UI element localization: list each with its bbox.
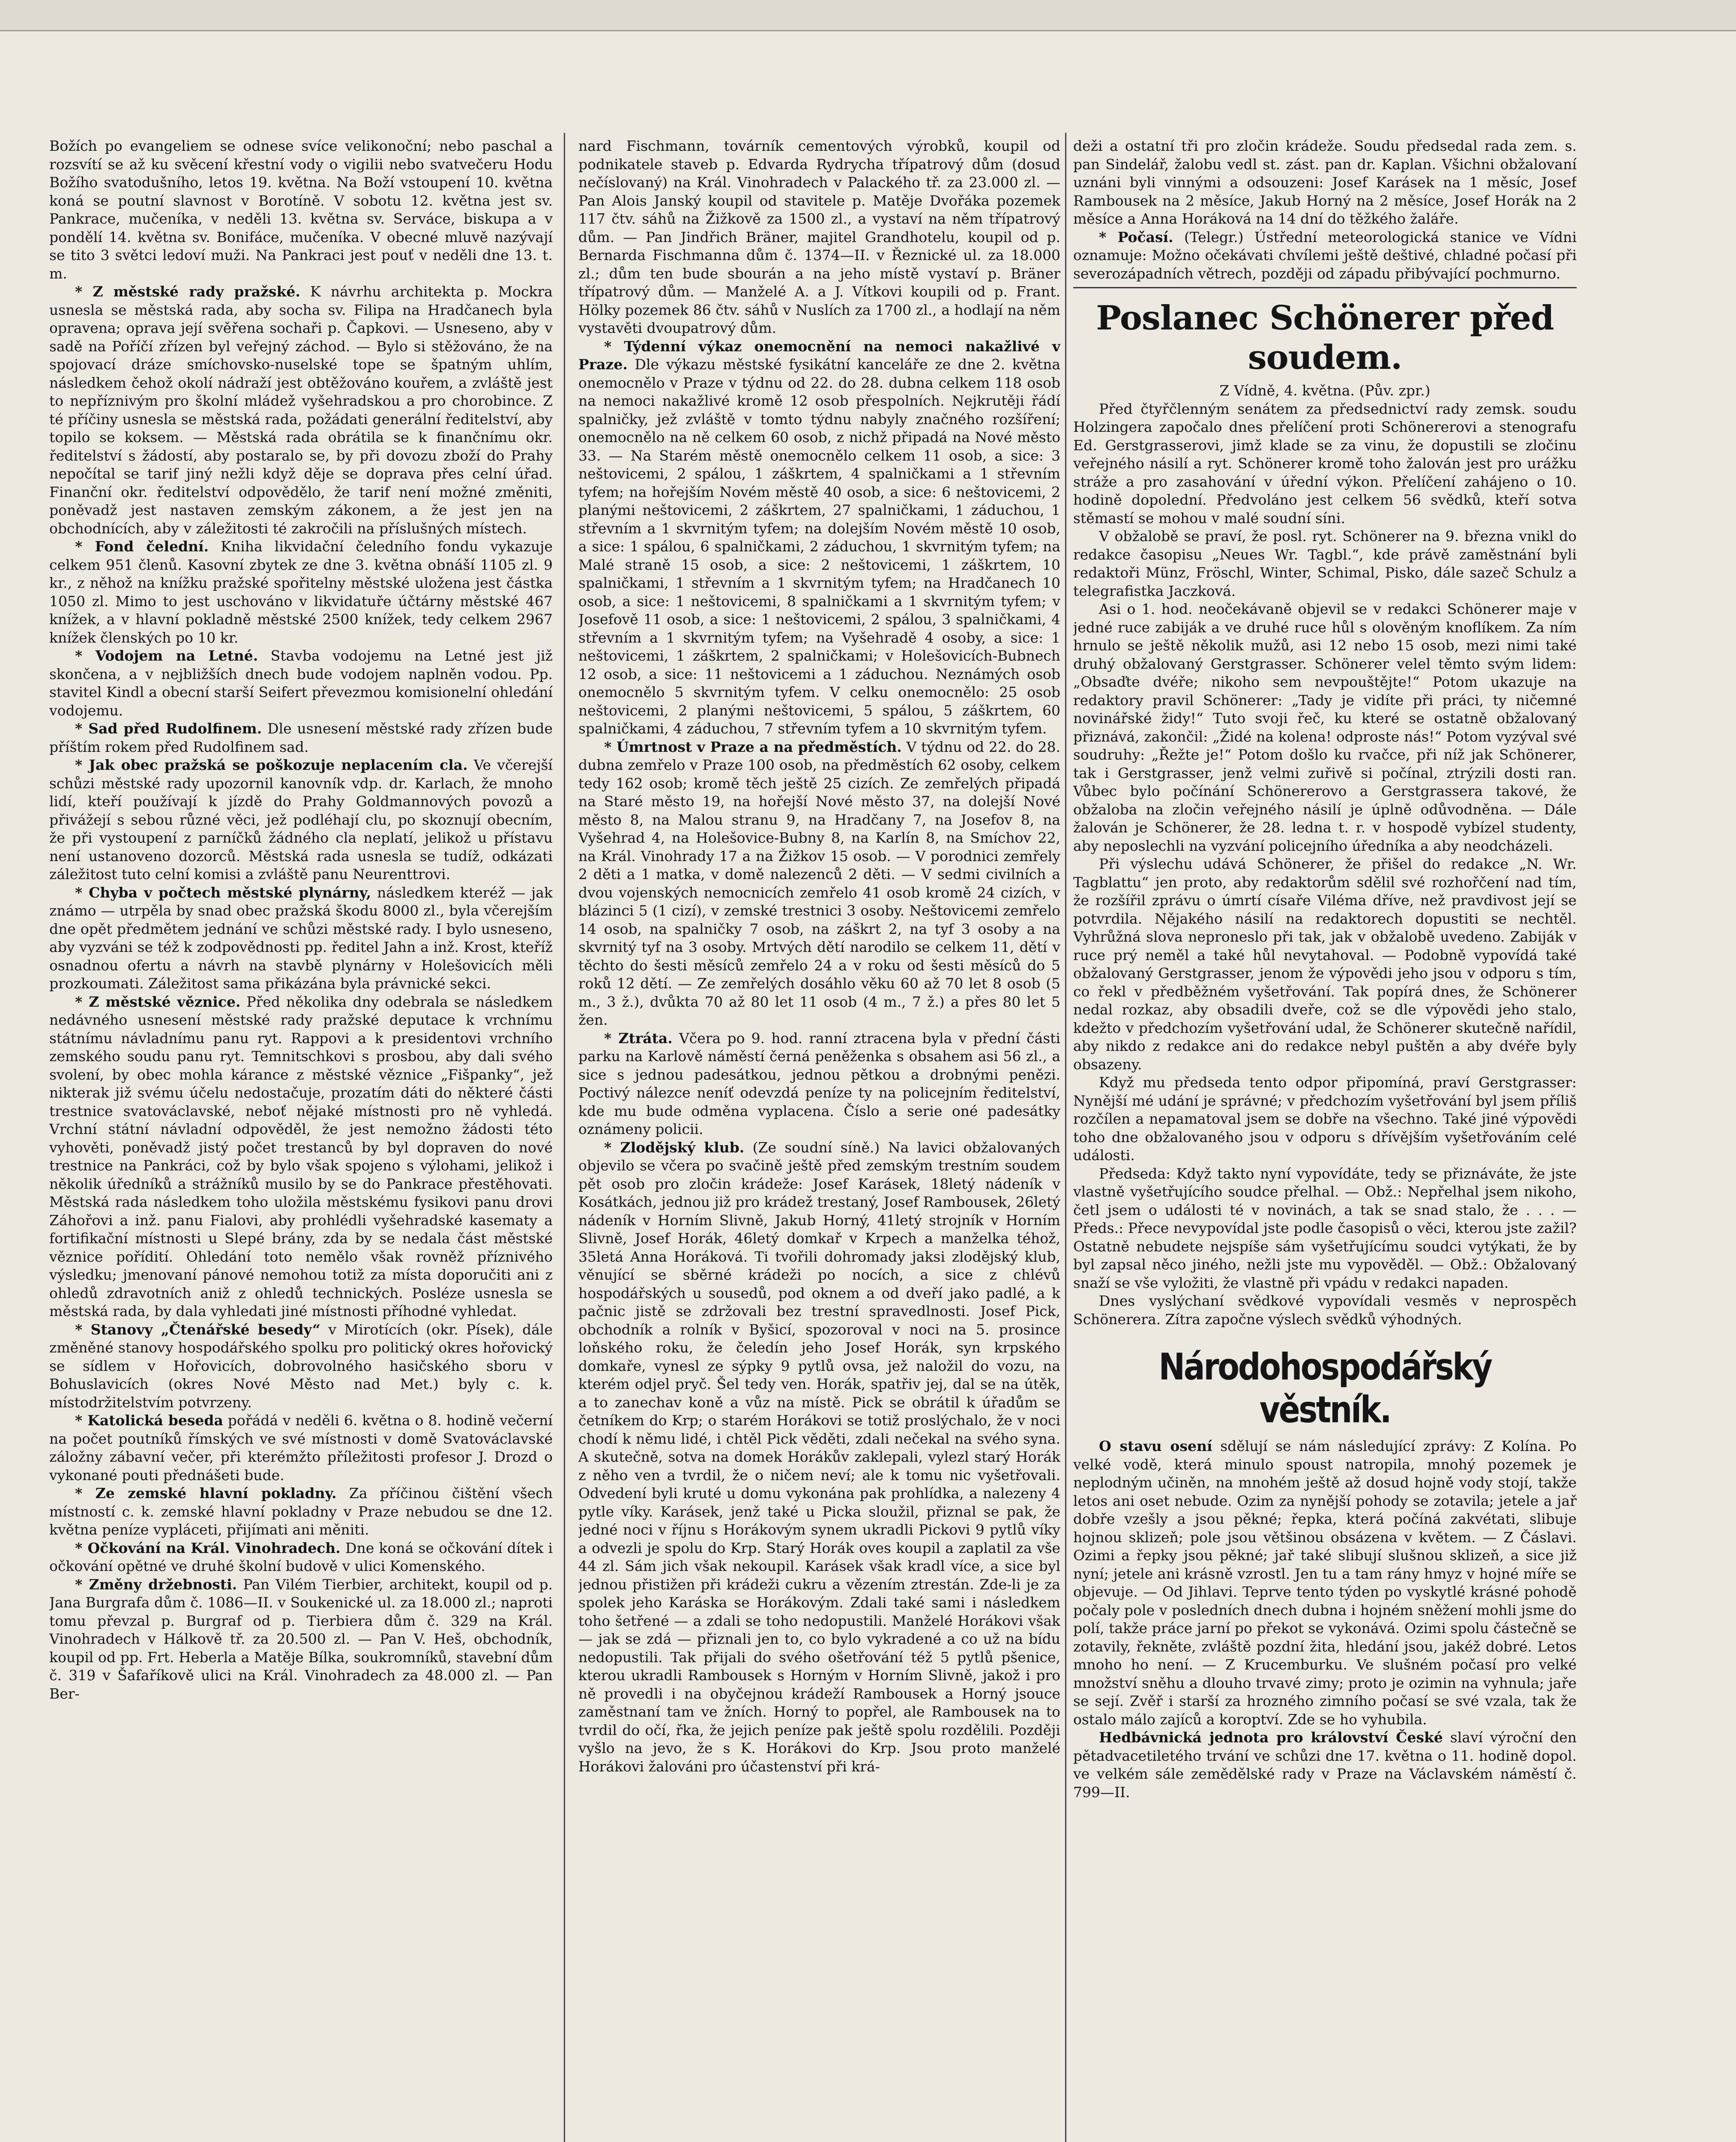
news-item [49, 1412, 553, 1484]
econ-item-title: Hedbávnická jednota pro království České [1099, 1729, 1443, 1746]
article-paragraph: Dnes vyslýchaní svědkové vypovídali vesměs v neprospěch Schönerera. Zítra započne výslech svědků výhodných. [1073, 1292, 1577, 1328]
article-dateline: Z Vídně, 4. května. (Pův. zpr.) [1219, 382, 1431, 399]
article-paragraph: Předseda: Když takto nyní vypovídáte, tedy se přiznáváte, že jste vlastně vyšetřujícího soudce přelhal. — Obž.: Nepřelhal jsem nikoho, četl jsem o události té v novinách, a tak se snad stalo, že . . . — Předs.: Přece nevypovídal jste podle časopisů o věci, kterou jste zažil? Ostatně nebudete nejspíše sám vyšetřujícímu soudci vytýkati, že by byl zapsal něco jiného, nežli jste mu vypověděl. — Obž.: Obžalovaný snaží se vše vyložiti, že vlastně při vpádu v redakci napaden. [1073, 1165, 1577, 1291]
news-item-text: Před několika dny odebrala se následkem nedávného usnesení městské rady pražské deputace k vrchnímu státnímu návladnímu panu ryt. Rappovi a k presidentovi vrchního zemského soudu panu ryt. Temnitschkovi s prosbou, aby dali svého svolení, by obec mohla kárance z městské věznice „Fišpanky“, jež nikterak již svému účelu nedostačuje, prozatím dáti do některé části trestnice svatováclavské, neboť nějaké místnosti pro ně vyhledá. Vrchní státní návladní odpověděl, že jest nemožno žádosti této vyhověti, poněvadž jistý počet trestanců by byl dopraven do nové trestnice na Pankráci, což by bylo však spojeno s výlohami, jelikož i několik úředníků a strážníků musilo by se do Pankrace přestěhovati. Městská rada následkem toho uložila městskému fysikovi panu drovi Záhořovi a inž. panu Fialovi, aby prohlédli vyšehradské kasematy a fortifikační místnosti u Slepé brány, zda by se nedala část městské věznice pořídití. Ohledání toto nemělo však rovněž příznivého výsledku; jmenovaní pánové nemohou totiž za místa doporučiti ani z ohledů zdravotních aniž z ohledů technických. Posléze usnesla se městská rada, by dala vyhledati jiné místnosti příhodné vyhledat. [49, 993, 553, 1319]
econ-item-text: slaví výroční den pětadvacetiletého trvání ve schůzi dne 17. května o 11. hodině dopol. ve velkém sále zemědělské rady v Praze na Václavském náměstí č. 799—II. [1073, 1729, 1577, 1801]
news-item-text: Kniha likvidační čeledního fondu vykazuje celkem 951 členů. Kasovní zbytek ze dne 3. května obnáší 1105 zl. 9 kr., z něhož na knížku pražské spořitelny městské uložena jest částka 1050 zl. Mimo to jest uschováno v likvidatuře účtárny městské 467 knížek, a v hlavní pokladně městské 2500 knížek, tedy celkem 2967 knížek členských po 10 kr. [49, 538, 553, 646]
article-paragraph: Při výslechu udává Schönerer, že přišel do redakce „N. Wr. Tagblattu“ jen proto, aby redaktorům sdělil své rozhořčení nad tím, že rozšířil zprávu o úmrtí císaře Viléma dříve, než pravdivost její se potvrdila. Nějakého násilí na redaktorech dopustiti se nechtěl. Vyhrůžná slova neproneslo při tak, jak v obžalobě uvedeno. Zabiják v ruce prý neměl a také hůl nevytahoval. — Podobně vypovídá také obžalovaný Gerstgrasser, jenom že výpovědi jeho jsou v odporu s tím, co řekl v předběžném vyšetřování. Tak popírá dnes, že Schönerer nedal rozkaz, aby obsadili dveře, což se dle výpovědi jeho stalo, kdežto v předchozím vyšetřování udal, že Schönerer skutečně nařídil, aby nikdo z redakce ani do redakce nebyl puštěn a aby dvéře byly obsazeny. [1073, 856, 1577, 1073]
column-middle [578, 137, 1060, 2142]
lead-paragraph: Božích po evangeliem se odnese svíce velikonoční; nebo paschal a rozsvítí se až ku svěcení křestní vody o vigilii nebo svatvečeru Hodu Božího svatodušního, letos 19. května. Na Boží vstoupení 10. května koná se poutní slavnost v Borotíně. V sobotu 12. května jest sv. Pankrace, mučeníka, v neděli 13. května sv. Serváce, biskupa a v pondělí 14. května sv. Bonifáce, mučeníka. V obecné mluvě nazývají se tito 3 světci ledoví muži. Na Pankraci jest pouť v neděli dne 13. t. m. [49, 138, 553, 282]
news-item [49, 283, 553, 538]
lead-paragraph: nard Fischmann, továrník cementových výrobků, koupil od podnikatele staveb p. Edvarda Rydrycha třípatrový dům (dosud nečíslovaný) na Král. Vinohradech v Palackého tř. za 23.000 zl. — Pan Alois Janský koupil od stavitele p. Matěje Dvořáka pozemek 117 čtv. sáhů na Žižkově za 1500 zl., a vystaví na něm třípatrový dům. — Pan Jindřich Bräner, majitel Grandhotelu, koupil od p. Bernarda Fischmanna dům č. 1374—II. v Řeznické ul. za 18.000 zl.; dům ten bude sbourán a na jeho místě vystaví p. Bräner třípatrový dům. — Manželé A. a J. Vítkovi koupili od p. Frant. Hölky pozemek 86 čtv. sáhů v Nuslích za 1700 zl., a hodlají na něm vystavěti dvoupatrový dům. [578, 138, 1060, 336]
news-item [578, 338, 1060, 738]
column-right [1073, 137, 1577, 2142]
column-divider [1065, 133, 1066, 2142]
article-headline: Poslanec Schönerer před soudem. [1096, 299, 1554, 377]
news-item-text: Za příčinou čištění všech místností c. k. zemské hlavní pokladny v Praze nebudou se dne 12. května peníze vypláceti, přijímati ani měniti. [49, 1485, 553, 1538]
article-paragraph: Před čtyřčlenným senátem za předsednictví rady zemsk. soudu Holzingera započalo dnes přelíčení proti Schönererovi a stenografu Ed. Gerstgrasserovi, jimž klade se za vinu, že dopustili se zločinu veřejného násilí a ryt. Schönerer kromě toho žalován jest pro urážku stráže a pro zasahování v úřední výkon. Přelíčení zahájeno o 10. hodině dopolední. Předvoláno jest celkem 56 svědků, kteří sotva stěmastí se mohou v malé soudní síni. [1073, 400, 1577, 527]
article-paragraph: Když mu předseda tento odpor připomíná, praví Gerstgrasser: Nynější mé udání je správné; v předchozím vyšetřování byl jsem příliš rozčílen a nepamatoval jsem se dobře na všechno. Také jiné výpovědi toho dne obžalovaného jsou v odporu s dřívějším vyšetřováním celé události. [1073, 1074, 1577, 1164]
news-item [49, 720, 553, 756]
news-item-text: pořádá v neděli 6. května o 8. hodině večerní na počet poutníků římských ve své místnosti v domě Svatováclavské záložny zábavní večer, při kterémžto příležitosti profesor J. Drozd o vykonané pouti přednášeti bude. [49, 1412, 553, 1484]
section-rule [1073, 287, 1577, 288]
news-item [578, 1139, 1060, 1776]
lead-paragraph: deži a ostatní tři pro zločin krádeže. Soudu předsedal rada zem. s. pan Sindelář, žalobu vedl st. zást. pan dr. Kaplan. Všichni obžalovaní uznáni byli vinnými a odsouzeni: Josef Karásek na 1 měsíc, Josef Rambousek na 2 měsíce, Jakub Horný na 2 měsíce, Josef Horák na 2 měsíce a Anna Horáková na 14 dní do těžkého žaláře. [1073, 138, 1577, 227]
page-top-edge [0, 0, 1736, 31]
news-item-text: (Ze soudní síně.) Na lavici obžalovaných objevilo se včera po svačině ještě před zemským trestním soudem pět osob pro zločin krádeže: Josef Karásek, 18letý nádeník v Kosátkách, jednou již pro krádež trestaný, Josef Rambousek, 26letý nádeník v Horním Slivně, Jakub Horný, 41letý strojník v Horním Slivně, Josef Horák, 46letý domkař v Krpech a manželka téhož, 35letá Anna Horáková. Ti tvořili dohromady jaksi zlodějský klub, věnující se sběrné krádeži po nocích, a sice z chlévů hospodářských u sousedů, pod oknem a od dveří jako padlé, a k pačnic jistě se zdržovali bez trestní spravedlnosti. Josef Pick, obchodník a rolník v Byšicí, spozoroval v noci na 5. prosince loňského roku, že čeledín jeho Josef Horák, syn krpského domkaře, vynesl ze sýpky 9 pytlů ovsa, jež naložil do vozu, na kterém odjel pryč. Šel tedy ven. Horák, spatřiv jej, dal se na útěk, a to zanechav koně a vůz na místě. Pick se obrátil k úřadům se četníkem do Krp; o starém Horákovi se totiž proslýchalo, že v noci chodí k němu lidé, i chtěl Pick věděti, zdali nečekal na svého syna. A skutečně, sotva na domek Horákův zaklepali, vylezl starý Horák z něho ven a tvrdil, že o ničem neví; ale k tomu nic vyšetřovali. Odvedení byli kruté u domu vykonána pak prohlídka, a nalezeny 4 pytle víky. Karásek, jenž také u Picka sloužil, přiznal se pak, že jedné noci v říjnu s Horákovým synem ukradli Pickovi 9 pytlů víky a odvezli je spolu do Krp. Starý Horák oves koupil a zaplatil za vše 44 zl. Sám jich však nekoupil. Karásek však kradl více, a sice byl jednou přistižen při krádeži cukru a vězením ztrestán. Zde-li je za spolek jeho Karáska se Horákovým. Zdali také sami i následkem toho šetřené — a zdali se toho nedopustili. Manželé Horákovi však — jak se zdá — přiznali jen to, co bylo vykradené a co už na bídu nedopustili. Tak přijali do svého ošetřování též 5 pytlů pšenice, kterou ukradli Rambousek s Horným v Horním Slivně, jakož i pro ně provedli i na obyčejnou krádeží Rambousek a Horný jsouce zaměstnaní tam ve žních. Horný to popřel, ale Rambousek na to tvrdil do očí, řka, že jejich peníze pak ještě spolu rozdělili. Později vyšlo na jevo, že s K. Horákovi do Krp. Jsou proto manželé Horákovi žalováni pro účastenství při krá- [578, 1139, 1060, 1775]
news-item-text: Pan Vilém Tierbier, architekt, koupil od p. Jana Burgrafa dům č. 1086—II. v Soukenické ul. za 18.000 zl.; naproti tomu převzal p. Burgraf od p. Tierbiera dům č. 329 na Král. Vinohradech v Hálkově tř. za 20.500 zl. — Pan V. Heš, obchodník, koupil od pp. Frt. Heberla a Matěje Bílka, soukromníků, stavební dům č. 319 v Šafaříkově ulici na Král. Vinohradech za 48.000 zl. — Pan Ber- [49, 1576, 553, 1702]
news-item-text: Dle výkazu městské fysikátní kanceláře ze dne 2. května onemocnělo v Praze v týdnu od 22. do 28. dubna celkem 118 osob na nemoci nakažlivé kromě 12 osob přespolních. Nejkrutěji řádí spalničky, jež zvláště v tomto týdnu nabyly značného rozšíření; onemocnělo na ně celkem 60 osob, z nichž připadá na Nové město 33. — Na Starém městě onemocnělo celkem 11 osob, a sice: 3 neštovicemi, 2 spálou, 1 záškrtem, 4 spalničkami a 1 střevním tyfem; na hořejším Novém městě 40 osob, a sice: 6 neštovicemi, 2 planými neštovicemi, 2 záškrtem, 27 spalničkami, 1 záduchou, 1 střevním a 1 skvrnitým tyfem; na dolejším Novém městě 10 osob, a sice: 1 spálou, 6 spalničkami, 2 záduchou, 1 skvrnitým tyfem; na Malé straně 15 osob, a sice: 2 neštovicemi, 1 záškrtem, 10 spalničkami, 1 střevním a 1 skvrnitým tyfem; na Hradčanech 10 osob, a sice: 1 neštovicemi, 8 spalničkami a 1 skvrnitým tyfem; v Josefově 11 osob, a sice: 1 neštovicemi, 2 spálou, 3 spalničkami, 4 střevním a 1 skvrnitým tyfem; na Vyšehradě 4 osoby, a sice: 1 neštovicemi, 1 záškrtem, 2 spalničkami; v Holešovicích-Bubnech 12 osob, a sice: 11 neštovicemi a 1 záduchou. Neznámých osob onemocnělo 5 skvrnitým tyfem. V celku onemocnělo: 25 osob neštovicemi, 2 planými neštovicemi, 5 spálou, 5 záškrtem, 60 spalničkami, 4 záduchou, 7 střevním tyfem a 10 skvrnitým tyfem. [578, 356, 1060, 737]
news-item-title: * Změny držebnosti. [75, 1576, 237, 1593]
column-left [49, 137, 553, 2142]
news-item-text: Dne koná se očkování dítek i očkování opětné ve druhé školní budově v ulici Komenského. [49, 1539, 553, 1574]
news-item-title: * Vodojem na Letné. [75, 647, 258, 664]
news-item-text: následkem kteréž — jak známo — utrpěla by snad obec pražská škodu 8000 zl., byla včerejším dne opět předmětem jednání ve schůzi městské rady. I bylo usneseno, aby vyzváni se též k zodpovědnosti pp. ředitel Jahn a inž. Krost, kteříž osnadnou ofertu a návrh na stavbě plynárny v Holešovicích měli prozkoumati. Záležitost sama přikázána byla právnické sekci. [49, 884, 553, 992]
article-paragraph: V obžalobě se praví, že posl. ryt. Schönerer na 9. března vnikl do redakce časopisu „Neues Wr. Tagbl.“, kde právě zaměstnání byli redaktoři Münz, Fröschl, Winter, Schimal, Pisko, dále sazeč Schulz a telegrafistka Jaczková. [1073, 528, 1577, 599]
news-item-title: * Očkování na Král. Vinohradech. [75, 1539, 341, 1556]
news-item [49, 538, 553, 647]
news-item-title: * Fond čelední. [75, 538, 209, 555]
news-item-text: v Mirotících (okr. Písek), dále změněné stanovy hospodářského spolku pro politický okres hořovický se sídlem v Hořovicích, dobrovolného hasičského sboru v Bohuslavicích (okres Nové Město nad Met.) byly c. k. místodržitelstvím potvrzeny. [49, 1321, 553, 1411]
news-item-title: * Chyba v počtech městské plynárny, [75, 884, 371, 901]
weather-text: (Telegr.) Ústřední meteorologická stanice ve Vídni oznamuje: Možno očekávati chvílemi ještě deštivé, chladné počasí při severozápadních větrech, později od západu přibývající pochmurno. [1073, 228, 1577, 282]
news-item-title: * Z městské věznice. [75, 993, 241, 1010]
econ-item-text: sdělují se nám následující zprávy: Z Kolína. Po velké vodě, která minulo spoust natropila, mnohý pozemek je neplodným učiněn, na mnohém ještě až dosud hojně vody stojí, takže letos ani oset nebude. Ozim za nynější pohody se zotavila; jetele a jař dobře vzešly a jsou pěkné; řepka, která počíná zakvétati, slibuje hojnou sklizeň; pole jsou většinou obsázena v květem. — Z Čáslavi. Ozimi a řepky jsou pěkné; jař také slibují slušnou sklizeň, a sice již nyní; jetele ani krásně vzrostl. Jen tu a tam rány hmyz v hojné míře se objevuje. — Od Jihlavi. Teprve tento týden po vyskytlé krásné pohodě počaly pole v posledních dnech dubna i hojném sněžení mohli jsme do polí, takže práce jarní po překot se vykonává. Ozimi spolu částečně se zotavily, řekněte, zvláště pozdní žita, hledání jsou, jakéž dobré. Letos mnoho ho není. — Z Krucemburku. Ve slušném počasí pro velké množství sněhu a dlouho trvavé zimy; proto je ozimin na vyhnula; jaře se sejí. Zvěř i starší za hrozného zimního počasí se své vzala, tak že ostalo málo zajíců a koroptví. Zde se ho vyhubila. [1073, 1438, 1577, 1728]
news-item [49, 647, 553, 720]
news-item-title: * Stanovy „Čtenářské besedy“ [75, 1321, 320, 1338]
news-item-text: Ve včerejší schůzi městské rady upozornil kanovník vdp. dr. Karlach, že mnoho lidí, kteří používají k jízdě do Prahy Goldmannových povozů a přivážejí s sebou různé věci, jež podléhají clu, po skoznují obecním, že při vystoupení z parníčků žádného cla neplatí, jelikož u přístavu není ustanoveno dozorců. Městská rada usnesla se tudíž, odkázati záležitost tuto celní komisi a zvláště panu Neurenttrovi. [49, 757, 553, 883]
news-item-title: * Ze zemské hlavní pokladny. [75, 1485, 337, 1502]
news-item-title: * Úmrtnost v Praze a na předměstích. [604, 738, 902, 755]
article-paragraph: Asi o 1. hod. neočekávaně objevil se v redakci Schönerer maje v jedné ruce zabiják a ve druhé ruce hůl s olověným knoflíkem. Za ním hrnulo se ještě několik mužů, asi 12 nebo 15 osob, mezi nimi také druhý obžalovaný Gerstgrasser. Schönerer velel těmto svým lidem: „Obsaďte dvéře; nikoho sem nevpouštějte!“ Potom ukazuje na redaktory pravil Schönerer: „Tady je vidíte při práci, ty ničemné novinářské židy!“ Tuto svoji řeč, ku které se ostatně obžalovaný přiznává, zakončil: „Židé na kolena! odproste nás!“ Potom vyzýval své soudruhy: „Řežte je!“ Potom došlo ku rvačce, při níž jak Schönerer, tak i Gerstgrasser, jenž velmi zuřivě si počínal, ztrýzili dosti ran. Vůbec bylo počínání Schönererovo a Gerstgrassera takové, že obžaloba na zločin veřejného násilí je úplně odůvodněna. — Dále žalován je Schönerer, že 28. ledna t. r. v hospodě vybízel studenty, aby neposlechli na vyzvání policejního úředníka a aby neodcházeli. [1073, 601, 1577, 854]
news-item-text: V týdnu od 22. do 28. dubna zemřelo v Praze 100 osob, na předměstích 62 osoby, celkem tedy 162 osob; kromě těch ještě 25 cizích. Ze zemřelých připadá na Staré město 19, na hořejší Nové město 37, na dolejší Nové město 8, na Malou stranu 9, na Hradčany 7, na Josefov 8, na Vyšehrad 4, na Holešovice-Bubny 8, na Karlín 8, na Smíchov 22, na Král. Vinohrady 17 a na Žižkov 15 osob. — V porodnici zemřely 2 děti a 1 matka, v domě nalezenců 2 děti. — V sedmi civilních a dvou vojenských nemocnicích zemřelo 41 osob kromě 24 cizích, v blázinci 5 (1 cizí), v zemské trestnici 3 osoby. Neštovicemi zemřelo 14 osob, na spalničky 7 osob, na záškrt 2, na tyf 3 osoby a na skvrnitý tyf na 3 osoby. Mrtvých dětí narodilo se celkem 11, dětí v těchto do šesti měsíců zemřelo 24 a v roku od šesti měsíců do 5 roků 12 dětí. — Ze zemřelých dosáhlo věku 60 až 70 let 8 osob (5 m., 3 ž.), dvůkta 70 až 80 let 11 osob (4 m., 7 ž.) a přes 80 let 5 žen. [578, 738, 1060, 1028]
econ-item-title: O stavu osení [1099, 1438, 1212, 1454]
news-item [49, 1484, 553, 1539]
news-item-text: Dle usnesení městské rady zřízen bude příštím rokem před Rudolfinem sad. [49, 720, 553, 755]
econ-item [1073, 1729, 1577, 1801]
news-item-title: * Týdenní výkaz onemocnění na nemoci nakažlivé v Praze. [578, 338, 1060, 373]
news-item [578, 738, 1060, 1029]
news-item [49, 884, 553, 993]
news-item-title: * Katolická beseda [75, 1412, 223, 1429]
news-item [578, 1029, 1060, 1139]
weather-title: * Počasí. [1099, 228, 1173, 245]
section-headline: Národohospodářský věstník. [1158, 1346, 1491, 1431]
news-item [49, 1321, 553, 1412]
econ-item [1073, 1437, 1577, 1729]
column-divider [564, 133, 565, 2142]
news-item [49, 756, 553, 884]
news-item-title: * Ztráta. [604, 1029, 673, 1047]
news-item [49, 1539, 553, 1576]
news-item-title: * Zlodějský klub. [604, 1139, 745, 1156]
news-item [49, 993, 553, 1321]
news-item [49, 1576, 553, 1703]
news-item-title: * Z městské rady pražské. [75, 283, 300, 300]
news-item-text: Stavba vodojemu na Letné jest již skončena, a v nejbližších dnech bude vodojem naplněn vodou. Pp. stavitel Kindl a obecní starší Seifert převezmou komisionelní ohledání vodojemu. [49, 647, 553, 719]
news-item-title: * Sad před Rudolfinem. [75, 720, 262, 737]
news-item-text: K návrhu architekta p. Mockra usnesla se městská rada, aby socha sv. Filipa na Hradčanech byla opravena; oprava její svěřena sochaři p. Čapkovi. — Usneseno, aby v sadě na Poříčí zřízen byl veřejný záchod. — Bylo si stěžováno, že na spojovací dráze smíchovsko-nuselské tope se špatným uhlím, následkem čehož okolí nádraží jest obtěžováno kouřem, a zvláště jest to nepříznivým pro školní mládež vyšehradskou a pro chorobince. Z té příčiny usnesla se městská rada, požádati generální ředitelství, aby topilo se koksem. — Městská rada obrátila se k finančnímu okr. ředitelství s žádostí, aby postaralo se, by při dovozu zboží do Prahy nepočítal se tarif jiný nežli když děje se doprava přes celní úřad. Finanční okr. ředitelství odpovědělo, že tarif není možné změniti, poněvadž jest nastaven zemským zákonem, a že jest jen na obchodnících, aby v záležitosti té zakročili na příslušných místech. [49, 283, 553, 537]
weather-item [1073, 228, 1577, 283]
news-item-title: * Jak obec pražská se poškozuje neplacením cla. [75, 757, 468, 773]
news-item-text: Včera po 9. hod. ranní ztracena byla v přední části parku na Karlově náměstí černá peněženka s obsahem asi 56 zl., a sice s jednou padesátkou, jednou pětkou a drobnými penězi. Poctivý nálezce neníť odevzdá peníze ty na policejním ředitelství, kde mu bude odměna vyplacena. Číslo a serie oné padesátky oznámeny policii. [578, 1029, 1060, 1137]
